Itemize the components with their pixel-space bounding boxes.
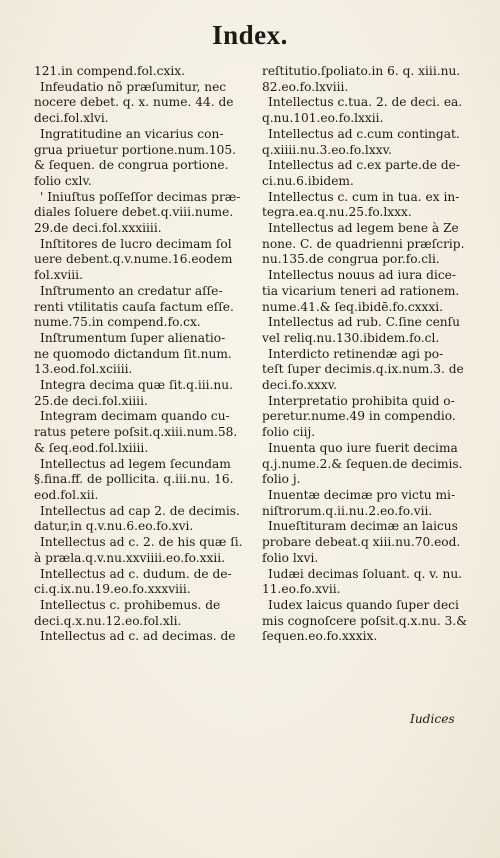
index-line: Inuentæ decimæ pro victu mi- [268,487,456,502]
index-line: 25.de deci.fol.xiiii. [34,393,148,408]
index-line: Interdicto retinendæ agi po- [268,346,444,361]
index-line: nume.41.& ſeq.ibidē.fo.cxxxi. [262,299,444,314]
index-line: renti vtilitatis cauſa factum eſſe. [34,299,234,314]
index-line: teſt ſuper decimis.q.ix.num.3. de [262,362,464,377]
index-line: Intellectus nouus ad iura dice- [268,268,457,283]
index-line: tia vicarium teneri ad rationem. [262,283,460,298]
index-line: Inueſtituram decimæ an laicus [268,519,458,534]
index-column-right [262,64,470,645]
index-line: probare debeat.q xiii.nu.70.eod. [262,535,461,550]
index-line: q.xiiii.nu.3.eo.fo.lxxv. [262,142,392,157]
index-line: Intellectus ad cap 2. de decimis. [40,503,240,518]
index-line: Inſtrumento an credatur aſſe- [40,283,223,298]
index-line: folio ciij. [262,425,316,440]
index-line: datur,in q.v.nu.6.eo.fo.xvi. [34,519,194,534]
index-line: Inſtrumentum ſuper alienatio- [40,330,226,345]
index-line: Iudæi decimas ſoluant. q. v. nu. [268,566,463,581]
index-line: Inſtitores de lucro decimam ſol [40,236,232,251]
index-line: folio cxlv. [34,173,92,188]
index-line: 82.eo.fo.lxviii. [262,79,349,94]
index-line: niſtrorum.q.ii.nu.2.eo.fo.vii. [262,503,433,518]
index-line: ' Iniuſtus poſſeſſor decimas præ- [40,189,241,204]
index-line: Intellectus ad c. dudum. de de- [40,566,232,581]
index-line: Intellectus ad legem ſecundam [40,456,231,471]
index-line: Intellectus ad legem bene à Ze [268,221,459,236]
index-line: Iudex laicus quando ſuper deci [268,597,459,612]
page-title: Index. [212,20,288,50]
index-line: mis cognoſcere poſsit.q.x.nu. 3.& [262,613,468,628]
index-line: nume.75.in compend.fo.cx. [34,315,201,330]
catchword: Iudices [410,712,455,726]
index-line: q.nu.101.eo.fo.lxxii. [262,111,384,126]
index-line: ci.nu.6.ibidem. [262,173,354,188]
index-line: Integra decima quæ ſit.q.iii.nu. [40,378,233,393]
index-line: 11.eo.fo.xvii. [262,582,341,597]
index-line: Intellectus c.tua. 2. de deci. ea. [268,95,463,110]
index-line: Intellectus c. cum in tua. ex in- [268,189,460,204]
index-column-left [34,64,248,645]
index-line: Infeudatio nõ præſumitur, nec [40,79,227,94]
index-line: eod.fol.xii. [34,487,99,502]
index-line: Intellectus ad c. 2. de his quæ ſi. [40,535,243,550]
index-line: ne quomodo dictandum ſit.num. [34,346,232,361]
index-line: 13.eod.fol.xciiii. [34,362,133,377]
index-line: grua priuetur portione.num.105. [34,142,236,157]
index-line: reſtitutio.ſpoliato.in 6. q. xiii.nu. [262,64,461,78]
index-line: Intellectus ad rub. C.ſine cenſu [268,315,461,330]
index-line: peretur.nume.49 in compendio. [262,409,456,424]
index-line: Intellectus ad c. ad decimas. de [40,629,236,644]
index-line: tegra.ea.q.nu.25.fo.lxxx. [262,205,412,220]
index-line: Intellectus ad c.cum contingat. [268,126,460,141]
index-line: Interpretatio prohibita quid o- [268,393,455,408]
index-line: Intellectus c. prohibemus. de [40,597,221,612]
index-line: nocere debet. q. x. nume. 44. de [34,95,234,110]
index-line: folio j. [262,472,301,487]
index-line: deci.fol.xlvi. [34,111,109,126]
index-line: deci.fo.xxxv. [262,378,338,393]
index-line: ſequen.eo.fo.xxxix. [262,629,378,644]
index-line: vel reliq.nu.130.ibidem.fo.cl. [262,330,440,345]
index-line: 121.in compend.fol.cxix. [34,64,185,78]
index-line: & ſequen. de congrua portione. [34,158,229,173]
index-line: Ingratitudine an vicarius con- [40,126,224,141]
index-line: ci.q.ix.nu.19.eo.fo.xxxviii. [34,582,191,597]
index-line: 29.de deci.fol.xxxiiii. [34,221,162,236]
index-line: Intellectus ad c.ex parte.de de- [268,158,460,173]
index-line: à præla.q.v.nu.xxviiii.eo.fo.xxii. [34,550,226,565]
index-line: diales ſoluere debet.q.viii.nume. [34,205,234,220]
index-line: deci.q.x.nu.12.eo.fol.xli. [34,613,182,628]
index-line: fol.xviii. [34,268,83,283]
index-line: Inuenta quo iure fuerit decima [268,440,458,455]
index-line: ratus petere poſsit.q.xiii.num.58. [34,425,238,440]
index-line: q.j.nume.2.& ſequen.de decimis. [262,456,463,471]
index-line: Integram decimam quando cu- [40,409,230,424]
index-line: uere debent.q.v.nume.16.eodem [34,252,233,267]
index-line: folio lxvi. [262,550,319,565]
index-line: none. C. de quadrienni præſcrip. [262,236,465,251]
index-line: §.fina.ff. de pollicita. q.iii.nu. 16. [34,472,234,487]
index-line: & ſeq.eod.fol.lxiiii. [34,440,149,455]
index-line: nu.135.de congrua por.fo.cli. [262,252,440,267]
